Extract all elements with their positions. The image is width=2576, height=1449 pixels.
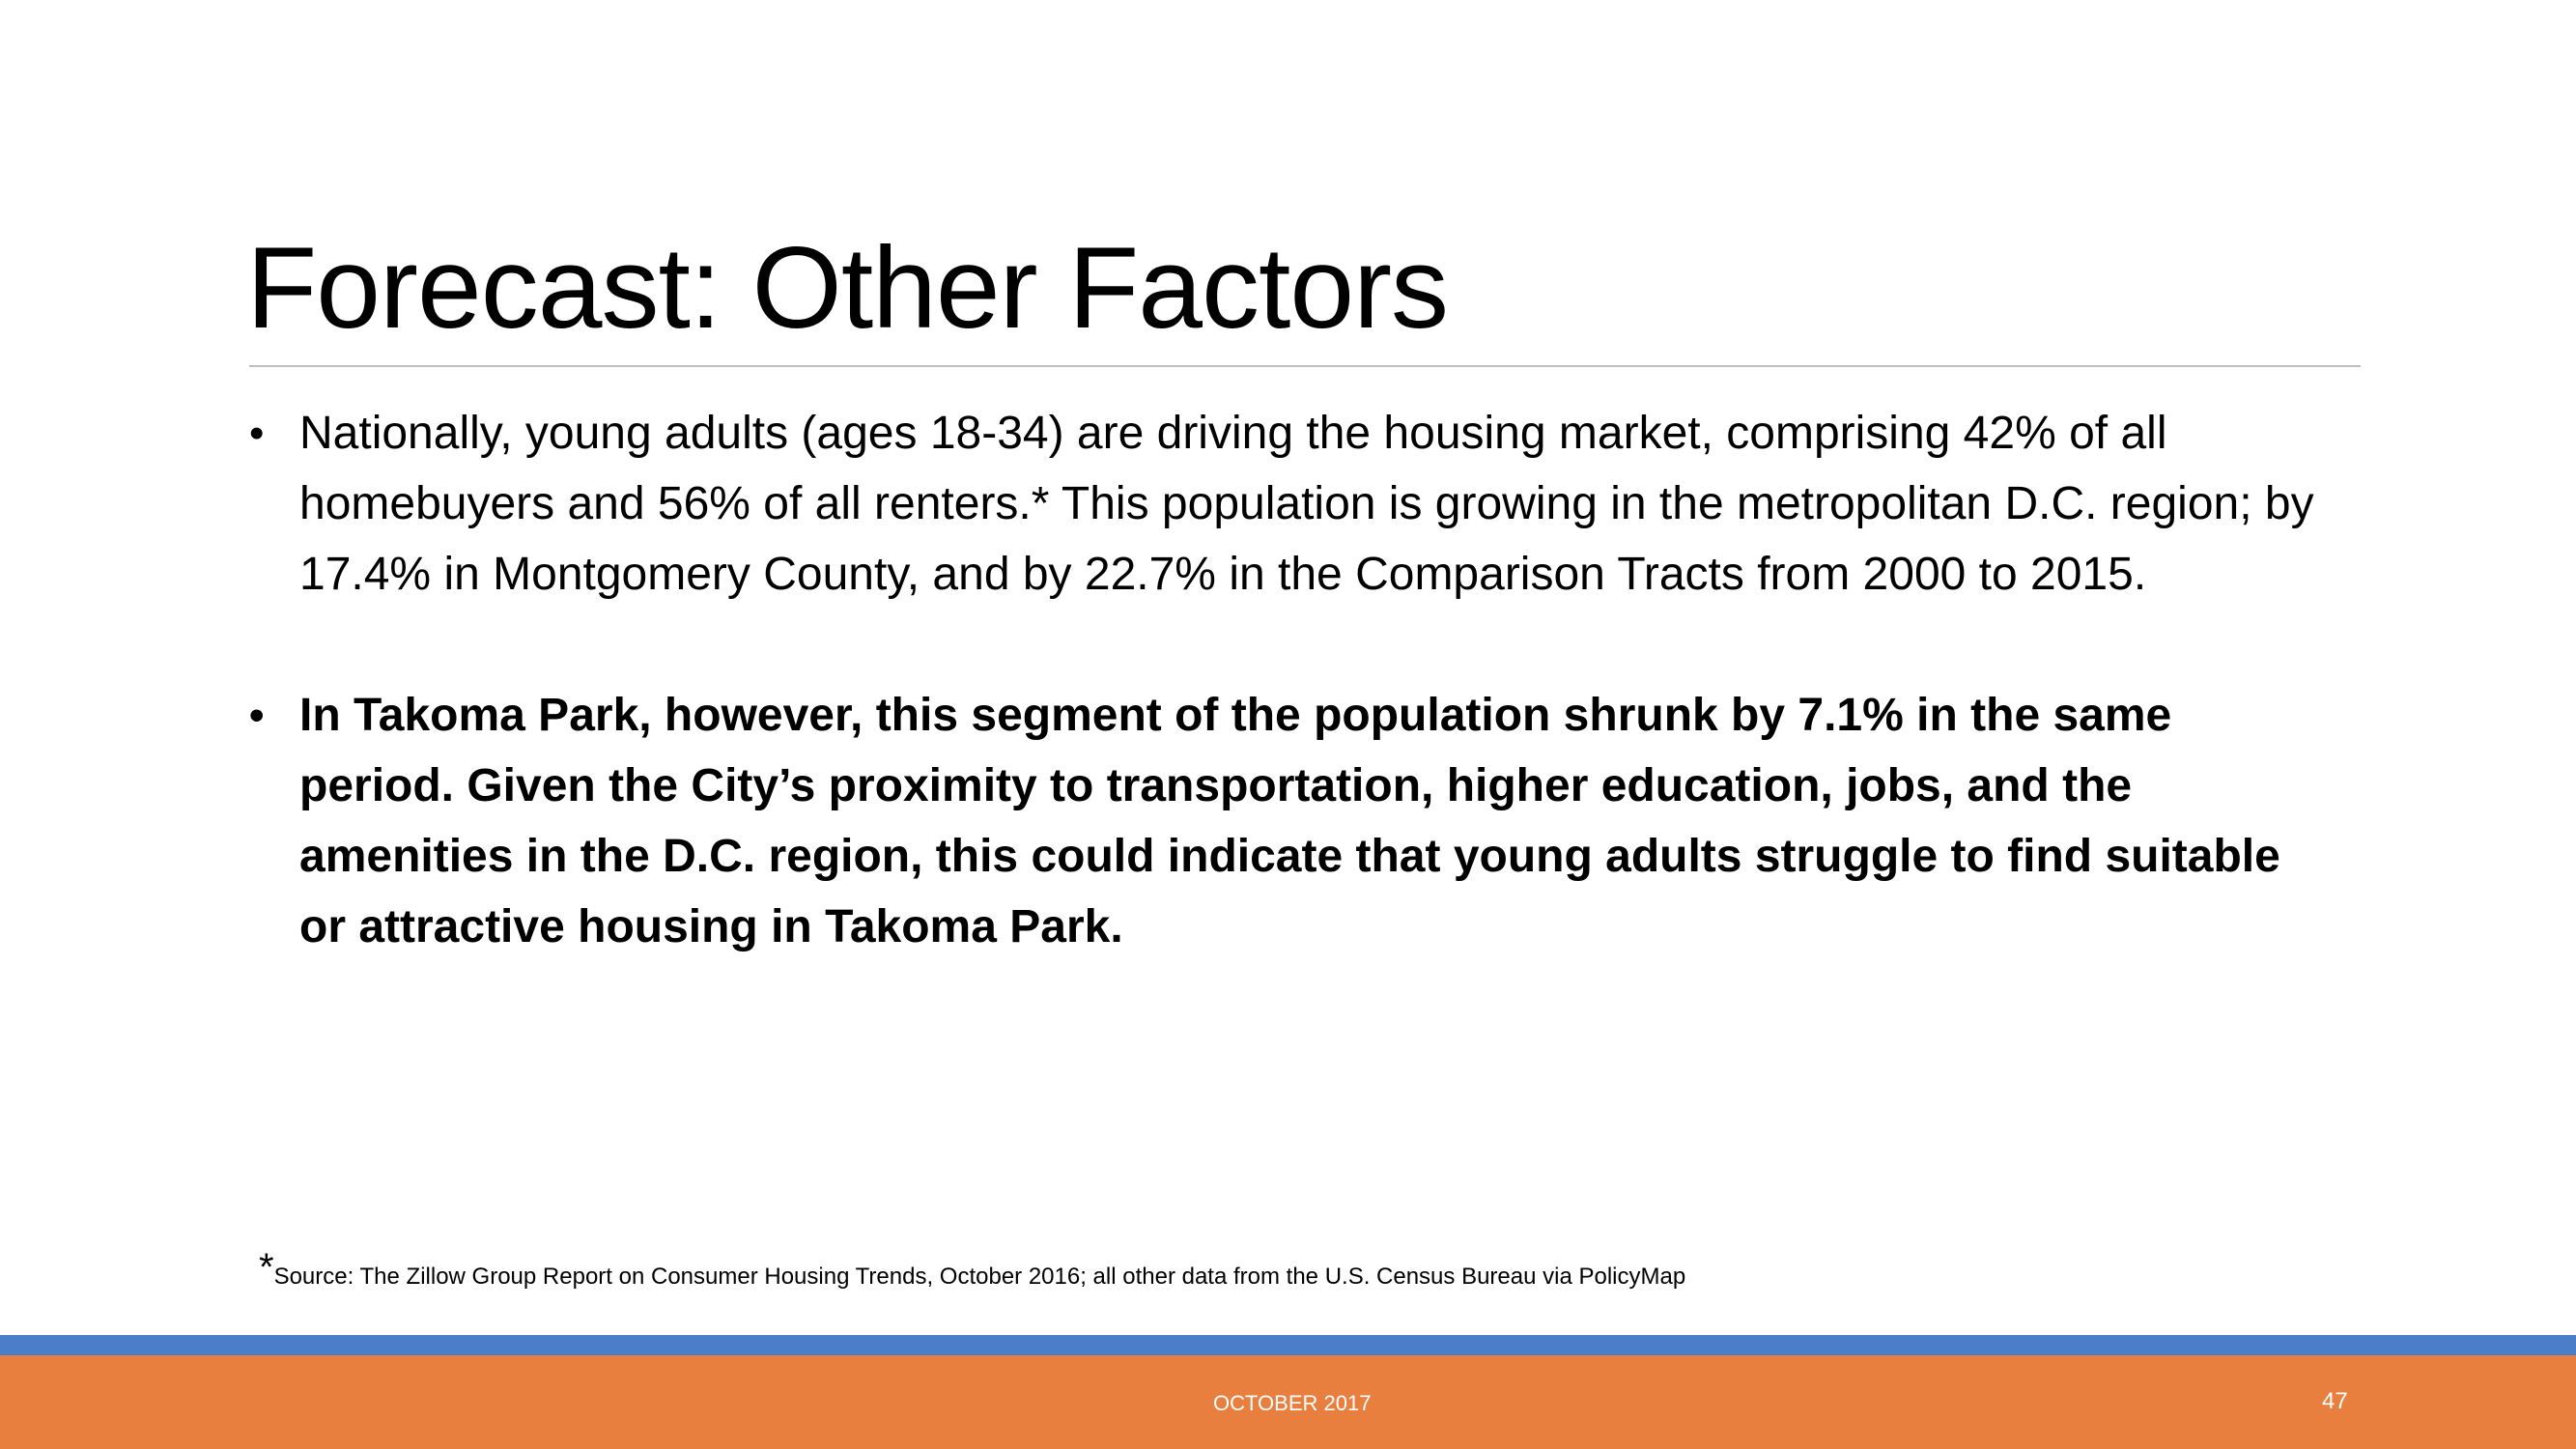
footnote-text: Source: The Zillow Group Report on Consumer Housing Trends, October 2016; all other data from the U.S. Census Bureau via PolicyMap <box>273 1264 1686 1290</box>
title-divider <box>249 365 2361 367</box>
footer-date: OCTOBER 2017 <box>1213 1391 1372 1415</box>
source-footnote <box>259 1248 1685 1296</box>
bullet-text: In Takoma Park, however, this segment of the population shrunk by 7.1% in the same period. Given the City’s proximity to transportation, higher education, jobs, and the amenities in the D.C. region, this could indicate that young adults struggle to find suitable or attractive housing in Takoma Park. <box>299 690 2280 952</box>
bullet-item <box>249 398 2326 610</box>
bullet-list <box>249 398 2326 962</box>
footnote-marker: * <box>259 1246 274 1289</box>
slide-title: Forecast: Other Factors <box>246 223 1449 353</box>
bullet-marker: • <box>249 692 265 739</box>
footer-band-blue <box>0 1335 2576 1355</box>
page-number: 47 <box>2322 1388 2348 1414</box>
bullet-marker: • <box>249 410 265 457</box>
bullet-text: Nationally, young adults (ages 18-34) are driving the housing market, comprising 42% of all homebuyers and 56% of all renters.* This population is growing in the metropolitan D.C. region; by 17.4% in Montgomery County, and by 22.7% in the Comparison Tracts from 2000 to 2015. <box>299 408 2314 600</box>
bullet-item <box>249 680 2326 962</box>
